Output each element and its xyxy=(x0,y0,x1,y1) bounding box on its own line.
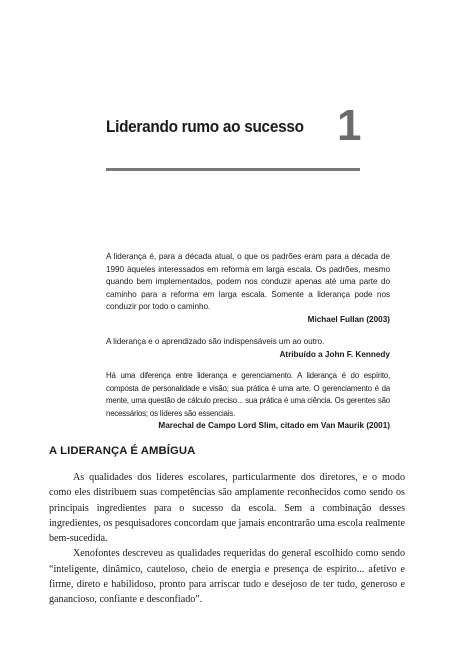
epigraph xyxy=(106,251,390,326)
section-heading: A LIDERANÇA É AMBÍGUA xyxy=(49,445,196,457)
epigraph-quote: Há uma diferença entre liderança e gerenciamento. A liderança é do espírito, composta de personalidade e visão; sua prática é uma arte. O gerenciamento é da mente, uma questão de cálculo preciso... sua prática é uma ciência. Os gerentes são necessários; os líderes são essenciais. xyxy=(106,371,390,418)
epigraph xyxy=(106,370,390,433)
epigraphs xyxy=(106,251,390,433)
body-text xyxy=(49,470,405,608)
epigraph-quote: A liderança é, para a década atual, o que os padrões eram para a década de 1990 àqueles interessados em reforma em larga escala. Os padrões, mesmo quando bem implementados, podem nos conduzir apenas até uma parte do caminho para a reforma em larga escala. Somente a liderança pode nos conduzir por todo o caminho. xyxy=(106,252,390,311)
chapter-divider xyxy=(106,168,360,171)
epigraph xyxy=(106,336,390,361)
body-paragraph: As qualidades dos líderes escolares, particularmente dos diretores, e o modo como eles distribuem suas competências são amplamente reconhecidos como sendo os principais ingredientes para o sucesso da escola. Sem a combinação desses ingredientes, os pesquisadores concordam que jamais encontrarão uma escola realmente bem-sucedida. xyxy=(49,472,405,545)
epigraph-author: Michael Fullan (2003) xyxy=(307,314,390,324)
body-paragraph: Xenofontes descreveu as qualidades requeridas do general escolhido como sendo “inteligente, dinâmico, cauteloso, cheio de energia e presença de espírito... afetivo e firme, direto e habilidoso, pronto para arriscar tudo e desejoso de ter tudo, generoso e ganancioso, confiante e desconfiado”. xyxy=(49,548,405,606)
chapter-title: Liderando rumo ao sucesso xyxy=(106,118,304,136)
chapter-number: 1 xyxy=(337,101,362,150)
epigraph-author: Marechal de Campo Lord Slim, citado em Van Maurik (2001) xyxy=(158,421,390,430)
epigraph-author: Atribuído a John F. Kennedy xyxy=(279,349,390,359)
epigraph-quote: A liderança e o aprendizado são indispensáveis um ao outro. xyxy=(106,337,325,346)
